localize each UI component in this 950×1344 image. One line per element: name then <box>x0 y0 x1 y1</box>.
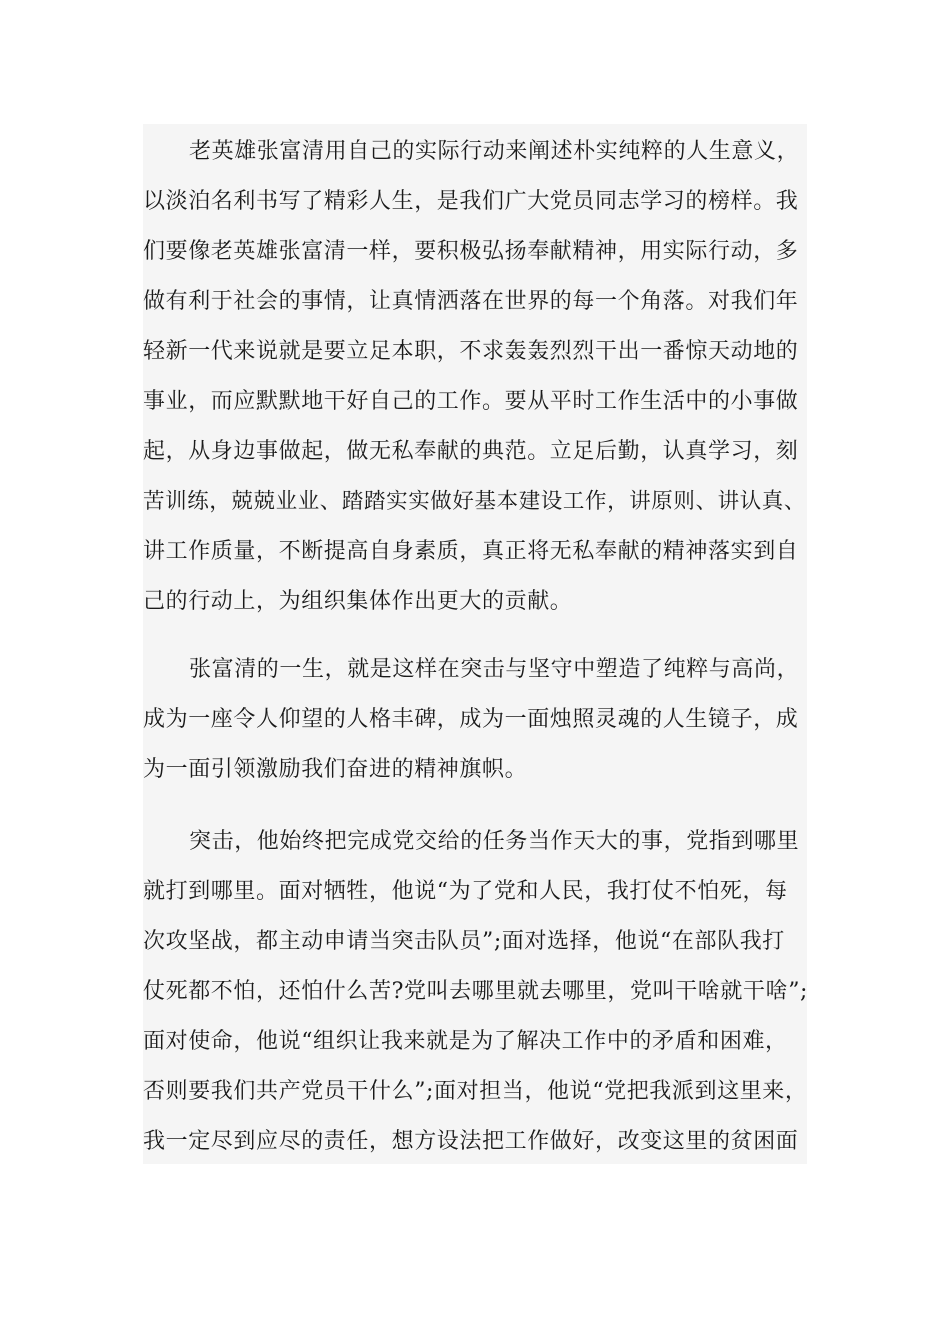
paragraph-1-line-7: 起，从身边事做起，做无私奉献的典范。立足后勤，认真学习，刻 <box>143 439 799 464</box>
paragraph-1-line-4: 做有利于社会的事情，让真情洒落在世界的每一个角落。对我们年 <box>143 289 799 314</box>
paragraph-1-line-9: 讲工作质量，不断提高自身素质，真正将无私奉献的精神落实到自 <box>143 539 799 564</box>
paragraph-1-line-5: 轻新一代来说就是要立足本职，不求轰轰烈烈干出一番惊天动地的 <box>143 339 799 364</box>
paragraph-1-line-1: 老英雄张富清用自己的实际行动来阐述朴实纯粹的人生意义， <box>189 139 800 164</box>
paragraph-1-line-2: 以淡泊名利书写了精彩人生，是我们广大党员同志学习的榜样。我 <box>143 189 799 214</box>
paragraph-2-line-1: 张富清的一生，就是这样在突击与坚守中塑造了纯粹与高尚， <box>189 657 800 682</box>
paragraph-3-line-3: 次攻坚战，都主动申请当突击队员”;面对选择，他说“在部队我打 <box>143 929 785 954</box>
paragraph-1-line-3: 们要像老英雄张富清一样，要积极弘扬奉献精神，用实际行动，多 <box>143 239 799 264</box>
paragraph-2-line-3: 为一面引领激励我们奋进的精神旗帜。 <box>143 757 528 782</box>
paragraph-1-line-6: 事业，而应默默地干好自己的工作。要从平时工作生活中的小事做 <box>143 389 799 414</box>
paragraph-3-line-6: 否则要我们共产党员干什么”;面对担当，他说“党把我派到这里来， <box>143 1079 808 1104</box>
paragraph-3-line-4: 仗死都不怕，还怕什么苦?党叫去哪里就去哪里，党叫干啥就干啥”; <box>143 979 809 1004</box>
paragraph-1-line-8: 苦训练，兢兢业业、踏踏实实做好基本建设工作，讲原则、讲认真、 <box>143 489 807 514</box>
paragraph-3-line-5: 面对使命，他说“组织让我来就是为了解决工作中的矛盾和困难， <box>143 1029 788 1054</box>
paragraph-3-line-1: 突击，他始终把完成党交给的任务当作天大的事，党指到哪里 <box>189 829 800 854</box>
paragraph-3-line-2: 就打到哪里。面对牺牲，他说“为了党和人民，我打仗不怕死，每 <box>143 879 788 904</box>
paragraph-3-line-7: 我一定尽到应尽的责任，想方设法把工作做好，改变这里的贫困面 <box>143 1129 799 1154</box>
paragraph-1-line-10: 己的行动上，为组织集体作出更大的贡献。 <box>143 589 573 614</box>
paragraph-2-line-2: 成为一座令人仰望的人格丰碑，成为一面烛照灵魂的人生镜子，成 <box>143 707 799 732</box>
